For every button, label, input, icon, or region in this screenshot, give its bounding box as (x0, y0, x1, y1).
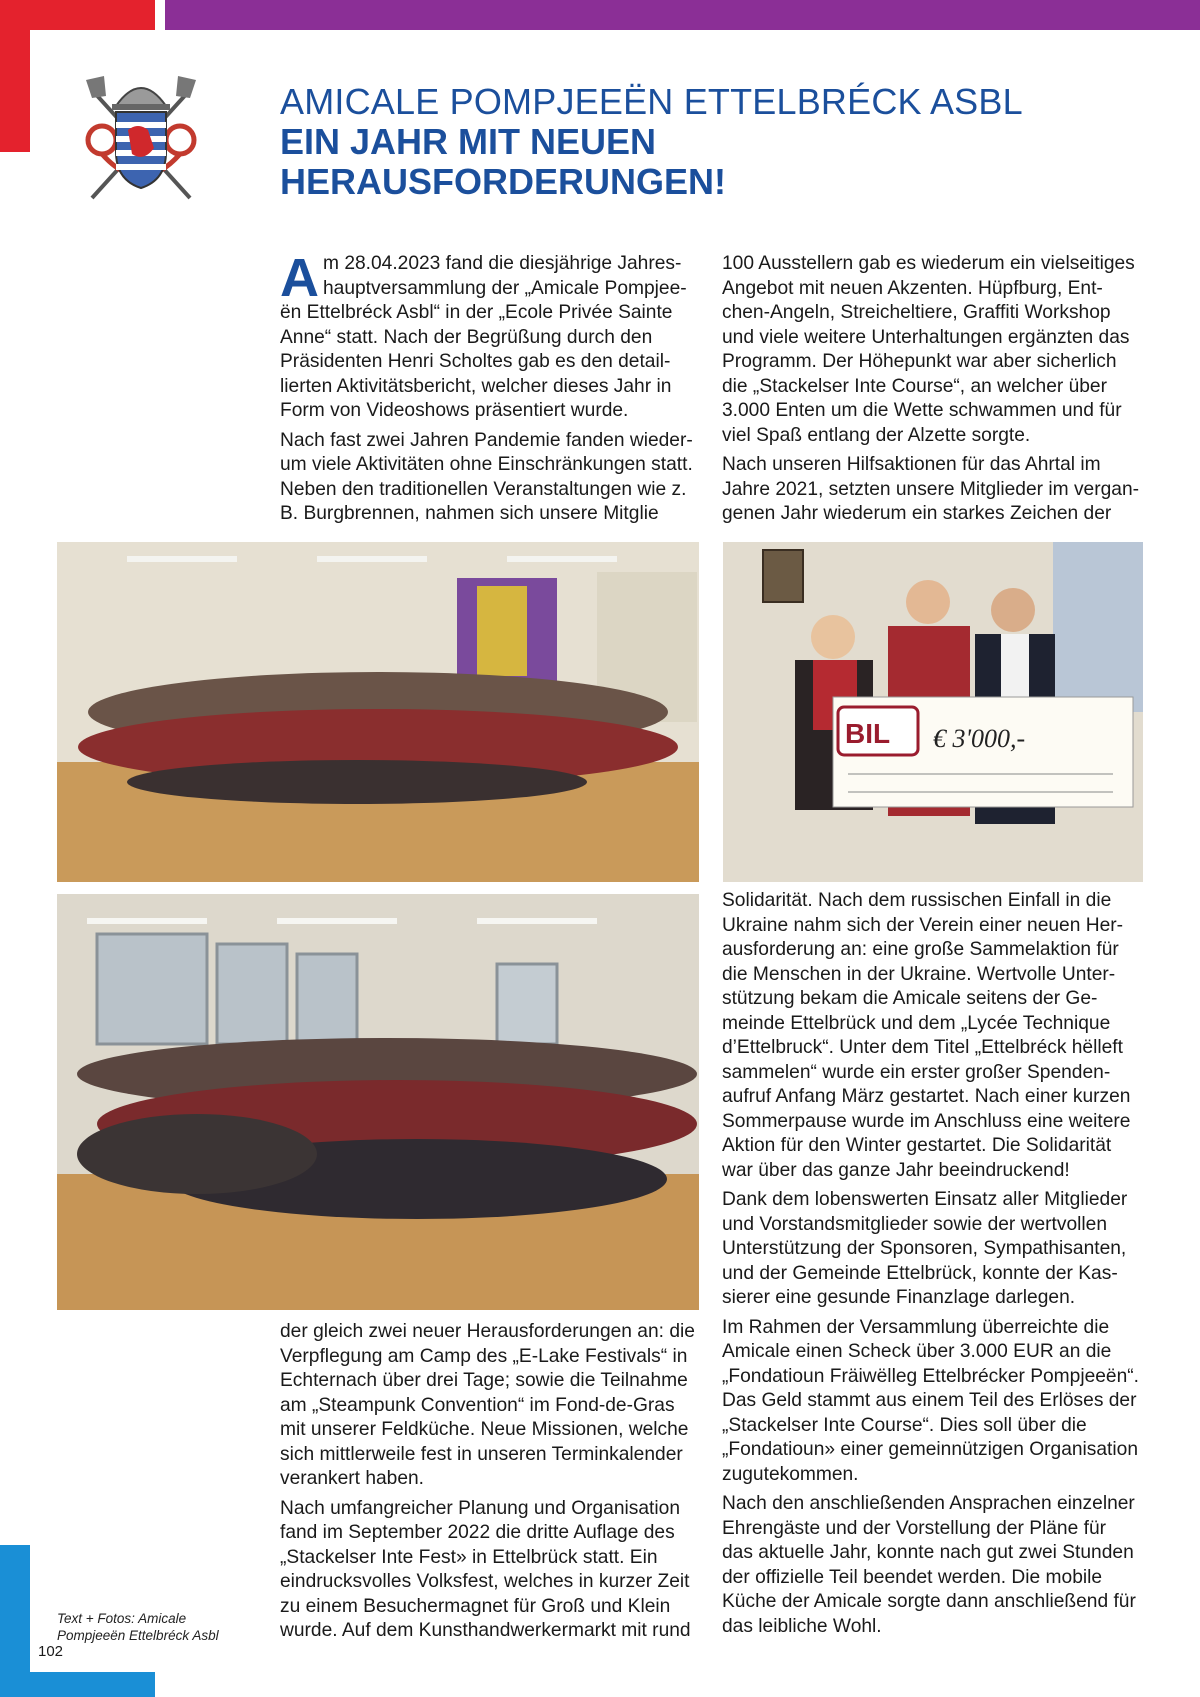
check-handover-photo (723, 542, 1143, 882)
paragraph (280, 248, 695, 424)
paragraph: Nach unseren Hilfsaktionen für das Ahrtal im Jahre 2021, setzten unsere Mitglieder im vergangenen Jahr wiederum ein starkes Zeichen der (722, 454, 1140, 524)
paragraph: 100 Ausstellern gab es wiederum ein vielseitiges Angebot mit neuen Akzenten. Hüpfburg, Entchen-Angeln, Streicheltiere, Graffiti Workshop und viele weitere Unterhaltungen ergänzten das Programm. Der Höhepunkt war aber sicherlich die „Stackelser Inte Course“, an welcher über 3.000 Enten um die Wette schwammen und für viel Spaß entlang der Alzette sorgte. (722, 253, 1135, 446)
paragraph: der gleich zwei neuer Herausforderungen an: die Verpflegung am Camp des „E-Lake Festivals“ in Echternach über drei Tage; sowie die Teilnahme am „Steampunk Convention“ im Fond-de-Gras mit unserer Feldküche. Neue Missionen, welche sich mittlerweile fest in unseren Terminkalender verankert haben. (280, 1321, 695, 1489)
article-title (280, 82, 1160, 202)
paragraph: Im Rahmen der Versammlung überreichte die Amicale einen Scheck über 3.000 EUR an die „Fondatioun Fräiwëlleg Ettelbrécker Pompjeeën“. Das Geld stammt aus einem Teil des Erlöses der „Stackelser Inte Course“. Dies soll über die „Fondatioun» einer gemeinnützigen Organisation zugutekommen. (722, 1316, 1140, 1485)
paragraph-text: m 28.04.2023 fand die diesjährige Jahreshauptversammlung der „Amicale Pompjeeën Ettelbréck Asbl“ in der „Ecole Privée Sainte Anne“ statt. Nach der Begrüßung durch den Präsidenten Henri Scholtes gab es den detaillierten Aktivitätsbericht, welcher dieses Jahr in Form von Videoshows präsentiert wurde. (280, 253, 687, 421)
check-bank-logo: BIL (845, 718, 891, 749)
group-photo (57, 542, 699, 882)
title-organization: AMICALE POMPJEEËN ETTELBRÉCK ASBL (280, 81, 1023, 122)
text-column-4 (280, 1320, 695, 1649)
top-purple-bar (165, 0, 1200, 30)
paragraph: Nach den anschließenden Ansprachen einzelner Ehrengäste und der Vorstellung der Pläne für das aktuelle Jahr, konnte nach gut zwei Stunden der offizielle Teil beendet werden. Die mobile Küche der Amicale sorgte dann anschließend für das leibliche Wohl. (722, 1493, 1136, 1637)
page-number: 102 (38, 1643, 64, 1660)
drop-cap: A (280, 248, 319, 308)
paragraph: Dank dem lobenswerten Einsatz aller Mitglieder und Vorstandsmitglieder sowie der wertvollen Unterstützung der Sponsoren, Sympathisanten, und der Gemeinde Ettelbrück, konnte der Kassierer eine gesunde Finanzlage darlegen. (722, 1189, 1128, 1308)
title-headline-line2: HERAUSFORDERUNGEN! (280, 161, 727, 202)
paragraph: Nach umfangreicher Planung und Organisation fand im September 2022 die dritte Auflage des „Stackelser Inte Fest» in Ettelbrück statt. Ein eindrucksvolles Volksfest, welches in kurzer Zeit zu einem Besuchermagnet für Groß und Klein wurde. Auf dem Kunsthandwerkermarkt mit rund (280, 1497, 691, 1641)
left-red-bar (0, 0, 30, 152)
check-amount: € 3'000,- (933, 724, 1026, 753)
text-column-2 (722, 252, 1142, 532)
paragraph: Nach fast zwei Jahren Pandemie fanden wiederum viele Aktivitäten ohne Einschränkungen statt. Neben den traditionellen Veranstaltungen wie z. B. Burgbrennen, nahmen sich unsere Mitglie (280, 429, 693, 524)
fire-brigade-crest-icon (82, 70, 200, 206)
assembly-audience-photo (57, 894, 699, 1310)
title-headline-line1: EIN JAHR MIT NEUEN (280, 121, 657, 162)
paragraph: Solidarität. Nach dem russischen Einfall in die Ukraine nahm sich der Verein einer neuen Herausforderung an: eine große Sammelaktion für die Menschen in der Ukraine. Wertvolle Unterstützung bekam die Amicale seitens der Gemeinde Ettelbrück und dem „Lycée Technique d’Ettelbruck“. Unter dem Titel „Ettelbréck hëlleft sammelen“ wurde ein erster großer Spendenaufruf Anfang März gestartet. Nach einer kurzen Sommerpause wurde im Anschluss eine weitere Aktion für den Winter gestartet. Die Solidarität war über das ganze Jahr beeindruckend! (722, 890, 1131, 1181)
photo-credit: Text + Fotos: Amicale Pompjeeën Ettelbréck Asbl (57, 1611, 219, 1643)
text-column-1 (280, 248, 695, 532)
bottom-blue-bar (0, 1672, 155, 1697)
text-column-3 (722, 889, 1142, 1644)
